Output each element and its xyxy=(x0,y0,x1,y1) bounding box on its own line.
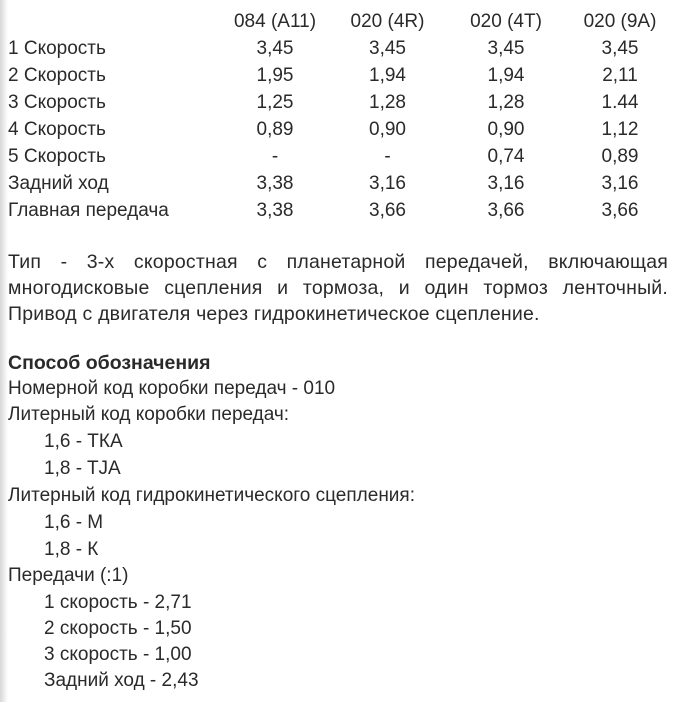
gearbox-letter-code-item: 1,6 - ТКА xyxy=(44,431,123,452)
table-cell: 2,11 xyxy=(602,64,638,86)
table-cell: 3,16 xyxy=(369,172,406,194)
table-header-cell: 020 (9A) xyxy=(583,10,657,32)
table-row xyxy=(8,197,673,224)
table-cell: 0,90 xyxy=(487,118,525,140)
table-cell: 3,45 xyxy=(601,37,639,59)
table-header-cell: 020 (4T) xyxy=(470,10,542,32)
table-row xyxy=(8,116,673,143)
table-cell: - xyxy=(271,145,279,167)
table-cell: 3,16 xyxy=(487,172,525,194)
row-label: 3 Скорость xyxy=(8,91,106,113)
table-cell: 1.44 xyxy=(601,91,639,113)
table-cell: 1,28 xyxy=(487,91,525,113)
table-cell: 0,74 xyxy=(487,145,525,167)
table-row xyxy=(8,170,673,197)
converter-letter-code-item: 1,6 - М xyxy=(44,512,104,533)
converter-letter-code-label: Литерный код гидрокинетического сцепления: xyxy=(8,485,415,506)
gearbox-letter-code-item: 1,8 - TJA xyxy=(44,458,121,479)
table-cell: 0,89 xyxy=(601,145,639,167)
table-cell: 3,45 xyxy=(487,37,525,59)
table-header-cell xyxy=(8,8,220,35)
table-cell: 3,16 xyxy=(601,172,639,194)
table-cell: 1,12 xyxy=(601,118,639,140)
table-cell: 1,28 xyxy=(369,91,406,113)
table-cell: 3,38 xyxy=(256,172,294,194)
ratio-item: Задний ход - 2,43 xyxy=(44,670,199,691)
row-label: Главная передача xyxy=(8,199,169,221)
table-cell: 3,66 xyxy=(369,199,406,221)
row-label: 5 Скорость xyxy=(8,145,106,167)
table-cell: 1,94 xyxy=(487,64,525,86)
page-edge-shadow xyxy=(0,0,8,702)
gear-ratio-table xyxy=(8,8,673,224)
table-header-cell: 084 (A11) xyxy=(233,10,317,32)
row-label: Задний ход xyxy=(8,172,109,194)
table-row xyxy=(8,62,673,89)
table-row xyxy=(8,89,673,116)
converter-letter-code-item: 1,8 - К xyxy=(44,539,99,560)
table-cell: 0,89 xyxy=(256,118,294,140)
table-header-row xyxy=(8,8,673,35)
table-cell: 0,90 xyxy=(369,118,406,140)
gearbox-letter-code-label: Литерный код коробки передач: xyxy=(8,404,290,425)
table-header-cell: 020 (4R) xyxy=(350,10,425,32)
ratio-item: 2 скорость - 1,50 xyxy=(44,618,192,639)
row-label: 4 Скорость xyxy=(8,118,106,140)
table-cell: 3,66 xyxy=(601,199,639,221)
row-label: 2 Скорость xyxy=(8,64,106,86)
transmission-description: Тип - 3-х скоростная с планетарной передачей, включающая многодисковые сцепления и тормоза, и один тормоз ленточный. Привод с двигателя через гидрокинетическое сцепление. xyxy=(8,251,668,325)
table-cell: 1,95 xyxy=(256,64,294,86)
table-cell: 3,38 xyxy=(256,199,294,221)
table-cell: 3,66 xyxy=(487,199,525,221)
row-label: 1 Скорость xyxy=(8,37,106,59)
table-row xyxy=(8,143,673,170)
table-cell: 3,45 xyxy=(256,37,294,59)
ratios-label: Передачи (:1) xyxy=(8,565,129,586)
table-cell: 1,94 xyxy=(369,64,406,86)
table-cell: 1,25 xyxy=(256,91,294,113)
table-cell: 3,45 xyxy=(369,37,406,59)
section-heading: Способ обозначения xyxy=(8,352,211,374)
table-cell: - xyxy=(384,145,391,167)
ratio-item: 1 скорость - 2,71 xyxy=(44,592,192,613)
table-row xyxy=(8,35,673,62)
number-code-line: Номерной код коробки передач - 010 xyxy=(8,378,336,399)
ratio-item: 3 скорость - 1,00 xyxy=(44,644,192,665)
